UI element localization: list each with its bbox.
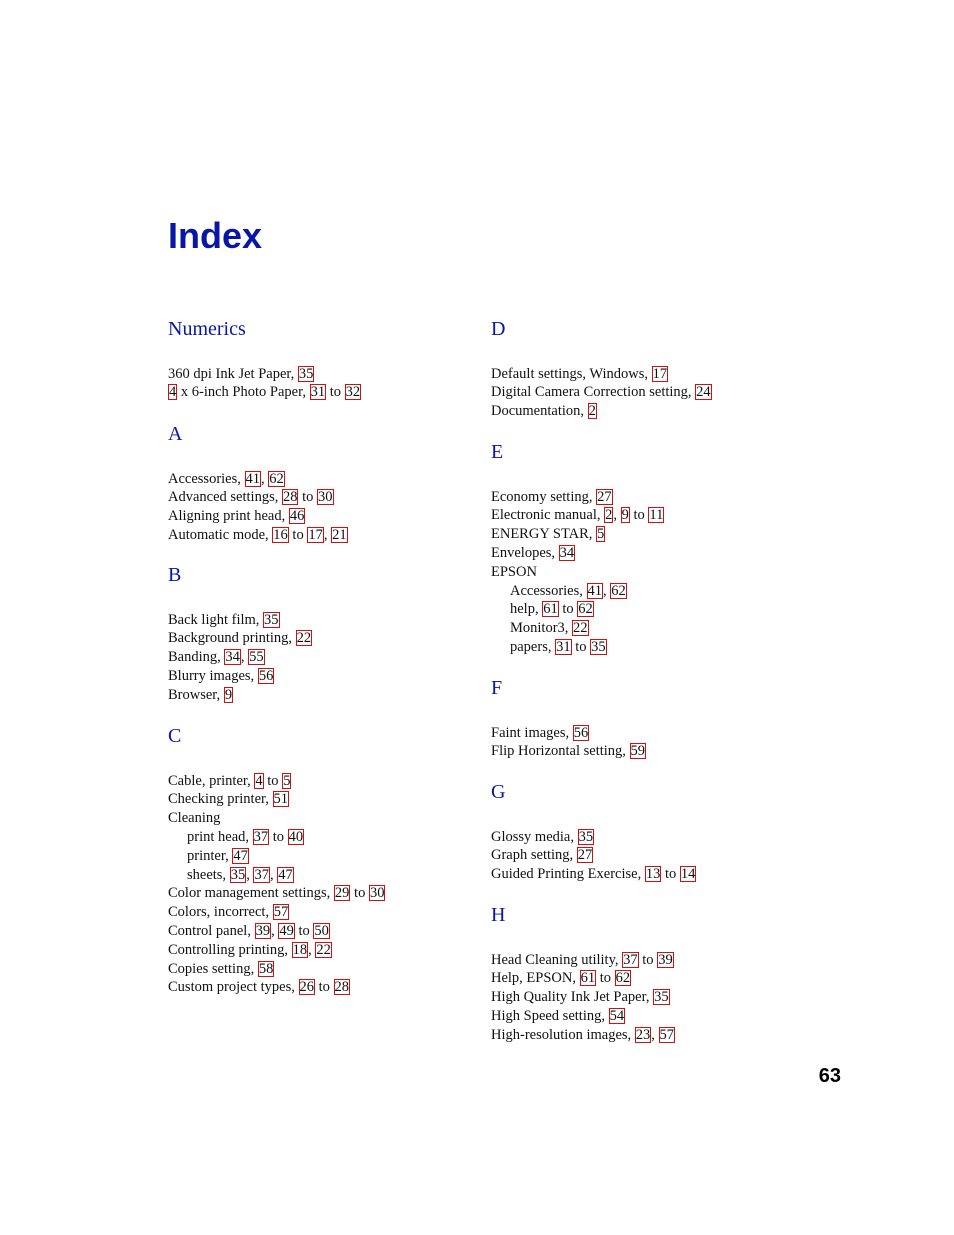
index-subentry [491, 638, 607, 657]
page-link[interactable]: 26 [299, 979, 314, 996]
index-entry [168, 629, 312, 648]
page-link[interactable]: 41 [587, 582, 603, 599]
page-link[interactable]: 17 [652, 365, 668, 382]
page-link[interactable]: 4 [169, 384, 177, 401]
entry-text: Flip Horizontal setting, [491, 743, 630, 760]
entry-text: Checking printer, [168, 791, 273, 808]
page-link[interactable]: 31 [556, 638, 571, 655]
entry-text: to [596, 970, 615, 987]
index-entry [168, 611, 280, 630]
page-link[interactable]: 49 [279, 922, 294, 939]
page-link[interactable]: 62 [615, 970, 631, 987]
page-link[interactable]: 58 [258, 960, 274, 977]
entry-text: Browser, [168, 686, 224, 703]
entry-text: to [571, 638, 591, 655]
page-link[interactable]: 13 [645, 866, 661, 883]
index-entry [491, 544, 575, 563]
page-link[interactable]: 27 [577, 847, 593, 864]
entry-text: Help, EPSON, [491, 970, 580, 987]
entry-text: Cable, printer, [168, 772, 255, 789]
page-link[interactable]: 18 [292, 941, 308, 958]
page-link[interactable]: 39 [255, 922, 271, 939]
index-entry [168, 772, 291, 791]
page-link[interactable]: 21 [332, 526, 347, 543]
page-link[interactable]: 35 [654, 989, 669, 1006]
entry-text: to [326, 384, 345, 401]
index-entry [168, 903, 289, 922]
page-link[interactable]: 35 [578, 828, 594, 845]
link-separator: , [308, 941, 316, 958]
page-link[interactable]: 22 [316, 941, 331, 958]
entry-text: to [629, 507, 649, 524]
page-link[interactable]: 47 [233, 847, 248, 864]
entry-text: Blurry images, [168, 667, 258, 684]
page-link[interactable]: 35 [591, 638, 606, 655]
page-link[interactable]: 57 [273, 904, 289, 921]
entry-text: Accessories, [168, 470, 245, 487]
link-separator: , [269, 866, 278, 883]
page-link[interactable]: 59 [630, 743, 646, 760]
index-subentry [168, 847, 249, 866]
page-link[interactable]: 17 [308, 526, 323, 543]
index-entry [491, 525, 605, 544]
entry-text: help, [510, 601, 543, 618]
entry-text: Electronic manual, [491, 507, 605, 524]
page-link[interactable]: 2 [605, 507, 613, 524]
page-link[interactable]: 22 [296, 630, 312, 647]
index-entry [168, 648, 265, 667]
entry-text: High Speed setting, [491, 1007, 609, 1024]
page-link[interactable]: 46 [289, 508, 305, 525]
section-heading: Numerics [168, 318, 246, 340]
entry-text: to [298, 489, 317, 506]
index-entry [491, 1026, 675, 1045]
entry-text: x 6-inch Photo Paper, [177, 384, 310, 401]
link-separator: , [651, 1026, 659, 1043]
index-entry [168, 978, 350, 997]
entry-text: High Quality Ink Jet Paper, [491, 989, 654, 1006]
index-entry [491, 563, 537, 582]
page-link[interactable]: 23 [635, 1026, 651, 1043]
link-separator: , [271, 922, 279, 939]
entry-text: Cleaning [168, 810, 221, 827]
entry-text: to [350, 885, 369, 902]
index-entry [168, 922, 330, 941]
page-link[interactable]: 54 [609, 1007, 625, 1024]
page-link[interactable]: 34 [559, 544, 575, 561]
page-link[interactable]: 57 [659, 1026, 675, 1043]
entry-text: Digital Camera Correction setting, [491, 384, 696, 401]
section-heading: B [168, 564, 182, 586]
page-link[interactable]: 37 [254, 866, 269, 883]
entry-text: Colors, incorrect, [168, 904, 273, 921]
entry-text: Default settings, Windows, [491, 365, 652, 382]
index-entry [168, 470, 285, 489]
page-title: Index [168, 215, 263, 256]
page-link[interactable]: 5 [283, 772, 291, 789]
section-heading: G [491, 781, 506, 803]
index-entry [491, 365, 668, 384]
page-link[interactable]: 55 [249, 649, 264, 666]
page-link[interactable]: 16 [273, 526, 288, 543]
page-link[interactable]: 30 [318, 489, 333, 506]
entry-text: Advanced settings, [168, 489, 282, 506]
page-link[interactable]: 27 [597, 488, 612, 505]
entry-text: Banding, [168, 649, 225, 666]
index-entry [168, 526, 348, 545]
index-entry [491, 828, 594, 847]
index-subentry [168, 828, 304, 847]
entry-text: 360 dpi Ink Jet Paper, [168, 365, 298, 382]
entry-text: sheets, [187, 866, 230, 883]
entry-text: Automatic mode, [168, 526, 273, 543]
entry-text: Graph setting, [491, 847, 577, 864]
entry-text: Guided Printing Exercise, [491, 866, 645, 883]
index-entry [491, 383, 712, 402]
section-heading: A [168, 423, 183, 445]
entry-text: to [638, 951, 658, 968]
page-link[interactable]: 31 [310, 384, 326, 401]
page-link[interactable]: 61 [543, 601, 558, 618]
page-link[interactable]: 39 [658, 951, 673, 968]
index-subentry [491, 582, 627, 601]
page-link[interactable]: 5 [597, 526, 605, 543]
index-subentry [168, 866, 294, 885]
entry-text: Documentation, [491, 403, 588, 420]
index-entry [491, 865, 696, 884]
link-separator: , [323, 526, 332, 543]
page-link[interactable]: 50 [314, 922, 329, 939]
entry-text: EPSON [491, 563, 537, 580]
section-heading: F [491, 677, 503, 699]
entry-text: Accessories, [510, 582, 587, 599]
index-entry [491, 988, 670, 1007]
entry-text: to [661, 866, 680, 883]
index-entry [168, 507, 305, 526]
entry-text: to [263, 772, 283, 789]
index-entry [491, 488, 613, 507]
section-heading: H [491, 904, 506, 926]
entry-text: Monitor3, [510, 620, 573, 637]
page-link[interactable]: 61 [580, 970, 596, 987]
link-separator: , [240, 649, 249, 666]
page-link[interactable]: 24 [696, 384, 711, 401]
index-subentry [491, 619, 589, 638]
index-entry [491, 402, 597, 421]
entry-text: Economy setting, [491, 488, 597, 505]
page-link[interactable]: 32 [345, 384, 361, 401]
page-link[interactable]: 30 [369, 885, 385, 902]
index-entry [491, 846, 593, 865]
index-entry [491, 951, 674, 970]
entry-text: to [294, 922, 314, 939]
index-entry [168, 790, 289, 809]
section-heading: D [491, 318, 506, 340]
index-entry [168, 488, 334, 507]
link-separator: , [261, 470, 269, 487]
entry-text: print head, [187, 828, 253, 845]
index-entry [168, 884, 385, 903]
page-link[interactable]: 35 [230, 866, 246, 883]
page-link[interactable]: 37 [253, 828, 269, 845]
index-entry [491, 1007, 625, 1026]
section-heading: E [491, 441, 504, 463]
entry-text: Envelopes, [491, 544, 559, 561]
index-entry [168, 365, 314, 384]
entry-text: Color management settings, [168, 885, 334, 902]
page-link[interactable]: 35 [264, 611, 279, 628]
index-subentry [491, 600, 594, 619]
entry-text: Control panel, [168, 922, 255, 939]
index-entry [491, 969, 631, 988]
entry-text: Glossy media, [491, 828, 578, 845]
page-link[interactable]: 4 [255, 772, 263, 789]
index-entry [168, 941, 332, 960]
link-separator: , [246, 866, 254, 883]
entry-text: printer, [187, 847, 233, 864]
entry-text: Controlling printing, [168, 941, 292, 958]
page-link[interactable]: 9 [621, 507, 629, 524]
link-separator: , [613, 507, 621, 524]
entry-text: to [558, 601, 578, 618]
page-link[interactable]: 51 [273, 791, 289, 808]
entry-text: to [269, 828, 288, 845]
page-link[interactable]: 56 [573, 724, 589, 741]
page-link[interactable]: 14 [680, 866, 696, 883]
index-entry [168, 960, 274, 979]
entry-text: Background printing, [168, 630, 296, 647]
entry-text: High-resolution images, [491, 1026, 635, 1043]
page-link[interactable]: 37 [623, 951, 638, 968]
index-entry [168, 809, 220, 828]
entry-text: to [315, 979, 334, 996]
entry-text: Back light film, [168, 611, 264, 628]
page-link[interactable]: 62 [269, 470, 284, 487]
page-link[interactable]: 28 [282, 489, 298, 506]
index-entry [168, 667, 274, 686]
entry-text: papers, [510, 638, 556, 655]
entry-text: Custom project types, [168, 979, 299, 996]
page-link[interactable]: 34 [225, 649, 240, 666]
page-link[interactable]: 29 [334, 885, 350, 902]
index-entry [491, 724, 589, 743]
section-heading: C [168, 725, 182, 747]
page-link[interactable]: 22 [573, 620, 588, 637]
index-entry [168, 383, 361, 402]
page-link[interactable]: 62 [611, 582, 626, 599]
page-link[interactable]: 2 [588, 403, 596, 420]
page-link[interactable]: 62 [578, 601, 593, 618]
entry-text: Copies setting, [168, 960, 258, 977]
page-number: 63 [818, 1065, 841, 1087]
page-link[interactable]: 9 [224, 686, 233, 703]
index-entry [491, 506, 664, 525]
entry-text: ENERGY STAR, [491, 526, 597, 543]
page-link[interactable]: 56 [258, 667, 274, 684]
page-link[interactable]: 47 [278, 866, 293, 883]
link-separator: , [603, 582, 611, 599]
index-entry [168, 686, 233, 705]
entry-text: to [288, 526, 308, 543]
page-link[interactable]: 41 [245, 470, 261, 487]
entry-text: Head Cleaning utility, [491, 951, 623, 968]
index-entry [491, 742, 646, 761]
page-link[interactable]: 40 [288, 828, 304, 845]
entry-text: Aligning print head, [168, 508, 289, 525]
page-link[interactable]: 11 [649, 507, 664, 524]
entry-text: Faint images, [491, 724, 573, 741]
page-link[interactable]: 35 [298, 365, 314, 382]
page-link[interactable]: 28 [334, 979, 350, 996]
